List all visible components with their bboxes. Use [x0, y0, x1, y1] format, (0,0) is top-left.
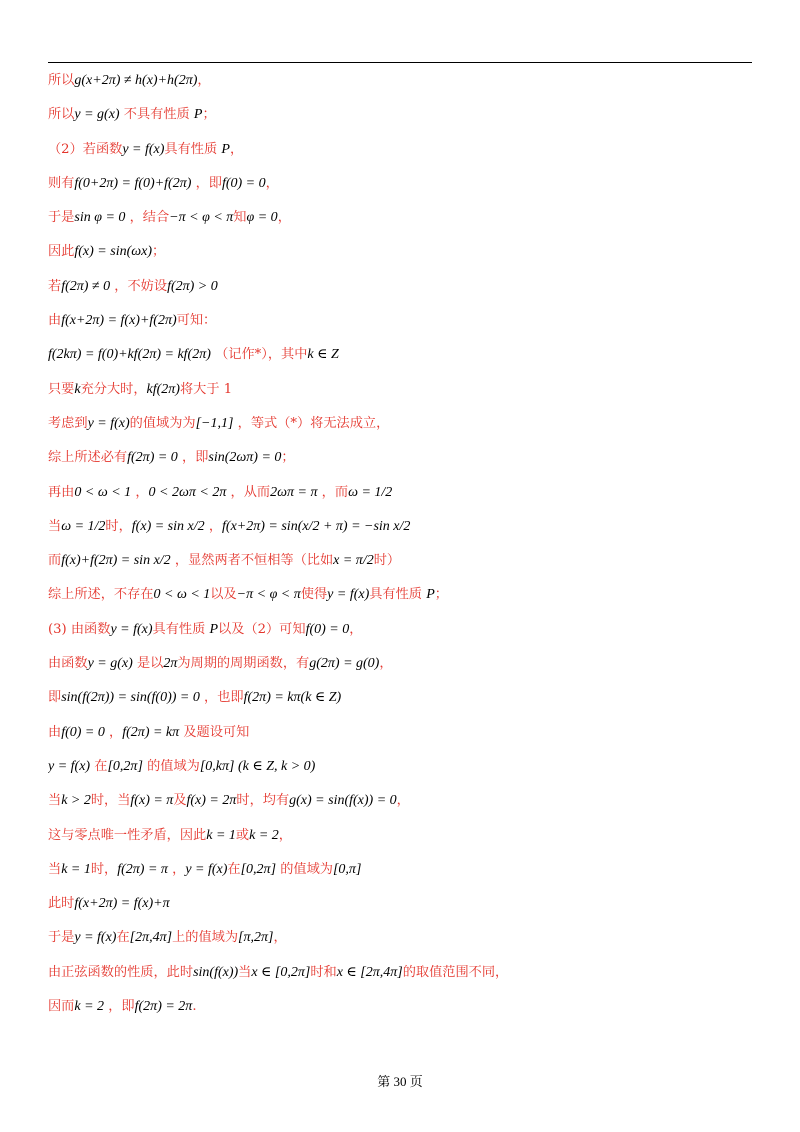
- math-expression: f(x+2π) = f(x)+π: [74, 896, 170, 912]
- explanation-text: (3) 由函数: [48, 621, 111, 637]
- math-expression: −π < φ < π: [236, 587, 301, 603]
- math-expression: 0 < ω < 1: [153, 587, 211, 603]
- explanation-text: 在: [227, 861, 241, 877]
- math-expression: y = f(x): [327, 587, 370, 603]
- explanation-text: 综上所述必有: [48, 450, 128, 466]
- math-expression: φ = 0: [246, 210, 278, 226]
- math-expression: ω = 1/2: [61, 518, 106, 534]
- math-expression: sin(f(x)): [193, 964, 239, 980]
- solution-line: [48, 441, 752, 475]
- explanation-text: 知: [233, 210, 247, 226]
- math-expression: g(x+2π) ≠ h(x)+h(2π): [74, 73, 198, 88]
- explanation-text: ，: [131, 484, 149, 500]
- explanation-text: 由: [48, 313, 62, 329]
- explanation-text: 当: [238, 964, 252, 980]
- explanation-text: 综上所述，不存在: [48, 587, 154, 603]
- math-expression: f(0) = 0: [305, 621, 350, 637]
- explanation-text: 时，均有: [236, 793, 290, 809]
- explanation-text: 的值域为: [142, 758, 200, 774]
- explanation-text: ，: [204, 518, 223, 534]
- math-expression: y = f(x): [87, 415, 130, 431]
- solution-line: [48, 716, 752, 750]
- math-expression: P: [193, 107, 203, 123]
- explanation-text: 当: [48, 518, 62, 534]
- solution-line: [48, 887, 752, 921]
- math-expression: g(x) = sin(f(x)) = 0: [289, 793, 397, 809]
- math-expression: f(2π) = kπ(k ∈ Z): [243, 690, 342, 706]
- math-expression: y = g(x): [87, 656, 133, 672]
- math-expression: f(2π) = kπ: [122, 724, 180, 740]
- math-expression: [π,2π]: [238, 930, 274, 946]
- explanation-text: 此时: [48, 896, 75, 912]
- solution-line: [48, 750, 752, 784]
- explanation-text: ；: [202, 107, 216, 123]
- explanation-text: 而: [48, 553, 62, 569]
- explanation-text: .: [192, 999, 197, 1015]
- math-expression: k: [74, 381, 81, 397]
- explanation-text: 时，: [105, 518, 132, 534]
- explanation-text: 因此: [48, 244, 75, 260]
- math-expression: 0 < 2ωπ < 2π: [148, 484, 227, 500]
- explanation-text: 为周期的周期函数，有: [177, 656, 310, 672]
- math-expression: f(2π) = 2π: [134, 999, 193, 1015]
- math-expression: f(2kπ) = f(0)+kf(2π) = kf(2π): [48, 347, 211, 363]
- explanation-text: 所以: [48, 107, 75, 123]
- math-expression: y = f(x): [110, 621, 153, 637]
- math-expression: f(0) = 0: [61, 724, 105, 740]
- math-expression: f(x)+f(2π) = sin x/2: [61, 553, 171, 569]
- math-expression: f(x) = π: [130, 793, 174, 809]
- solution-line: [48, 167, 752, 201]
- explanation-text: ，: [349, 621, 363, 637]
- explanation-text: （2）若函数: [48, 141, 123, 157]
- explanation-text: ，: [396, 793, 410, 809]
- explanation-text: ；: [281, 450, 295, 466]
- math-expression: f(0+2π) = f(0)+f(2π): [74, 175, 192, 191]
- math-expression: f(x) = sin x/2: [131, 518, 205, 534]
- solution-line: [48, 64, 752, 98]
- math-expression: f(2π) = π: [117, 861, 168, 877]
- solution-line: [48, 647, 752, 681]
- math-expression: −π < φ < π: [169, 210, 234, 226]
- explanation-text: ，: [379, 656, 393, 672]
- explanation-text: ，: [265, 175, 279, 191]
- solution-line: [48, 235, 752, 269]
- explanation-text: ，: [229, 141, 244, 157]
- math-expression: P: [209, 621, 219, 637]
- explanation-text: 可知：: [176, 313, 217, 329]
- solution-line: [48, 613, 752, 647]
- math-expression: k = 2: [74, 999, 105, 1015]
- math-expression: x ∈ [2π,4π]: [336, 964, 403, 980]
- explanation-text: ，等式（*）将无法成立，: [233, 415, 390, 431]
- explanation-text: 将大于 1: [179, 381, 233, 397]
- math-expression: y = g(x): [74, 107, 120, 123]
- explanation-text: ，不妨设: [110, 278, 168, 294]
- page-number: 第 30 页: [377, 1074, 423, 1089]
- math-expression: sin φ = 0: [74, 210, 126, 226]
- solution-line: [48, 407, 752, 441]
- explanation-text: ，: [273, 930, 287, 946]
- explanation-text: 由正弦函数的性质，此时: [48, 964, 194, 980]
- explanation-text: 的值域为为: [129, 415, 196, 431]
- explanation-text: 的值域为: [276, 861, 333, 877]
- explanation-text: 时和: [310, 964, 337, 980]
- math-expression: f(x) = 2π: [186, 793, 237, 809]
- explanation-text: 当: [48, 793, 62, 809]
- explanation-text: 在: [90, 758, 108, 774]
- explanation-text: 在: [116, 930, 130, 946]
- explanation-text: ，: [197, 73, 211, 88]
- math-expression: 2π: [163, 656, 178, 672]
- solution-line: [48, 338, 752, 372]
- math-expression: k > 2: [61, 793, 91, 809]
- math-expression: [−1,1]: [195, 415, 234, 431]
- math-expression: k = 1: [206, 827, 236, 843]
- explanation-text: ；: [434, 587, 448, 603]
- solution-line: [48, 270, 752, 304]
- math-expression: f(0) = 0: [221, 175, 266, 191]
- explanation-text: ，即: [177, 450, 209, 466]
- solution-line: [48, 681, 752, 715]
- explanation-text: ，: [167, 861, 186, 877]
- explanation-text: 具有性质: [164, 141, 222, 157]
- explanation-text: 具有性质: [152, 621, 210, 637]
- math-expression: f(x) = sin(ωx): [74, 244, 153, 260]
- explanation-text: 及: [173, 793, 187, 809]
- explanation-text: ，也即: [199, 690, 244, 706]
- explanation-text: ，: [277, 210, 291, 226]
- explanation-text: 的取值范围不同，: [402, 964, 509, 980]
- math-expression: f(2π) ≠ 0: [61, 278, 111, 294]
- explanation-text: 以及（2）可知: [218, 621, 306, 637]
- explanation-text: 是以: [132, 656, 164, 672]
- math-expression: y = f(x): [48, 758, 91, 774]
- explanation-text: ；: [152, 244, 166, 260]
- math-expression: P: [426, 587, 435, 603]
- math-expression: 2ωπ = π: [270, 484, 318, 500]
- explanation-text: 因而: [48, 999, 75, 1015]
- explanation-text: 以及: [210, 587, 237, 603]
- explanation-text: 充分大时，: [80, 381, 147, 397]
- solution-line: [48, 544, 752, 578]
- explanation-text: 或: [235, 827, 250, 843]
- math-expression: ω = 1/2: [348, 484, 393, 500]
- explanation-text: 不具有性质: [119, 107, 194, 123]
- math-expression: x = π/2: [333, 553, 374, 569]
- explanation-text: 时，: [90, 861, 118, 877]
- explanation-text: 考虑到: [48, 415, 88, 431]
- math-expression: k = 1: [61, 861, 91, 877]
- math-expression: P: [221, 141, 230, 157]
- solution-line: [48, 921, 752, 955]
- solution-line: [48, 853, 752, 887]
- math-expression: sin(f(2π)) = sin(f(0)) = 0: [61, 690, 200, 706]
- explanation-text: 使得: [300, 587, 328, 603]
- solution-line: [48, 201, 752, 235]
- explanation-text: ，即: [191, 175, 222, 191]
- solution-line: [48, 578, 752, 612]
- solution-line: [48, 133, 752, 167]
- math-expression: y = f(x): [185, 861, 228, 877]
- math-expression: [0,kπ] (k ∈ Z, k > 0): [199, 758, 316, 774]
- math-expression: f(2π) > 0: [167, 278, 218, 294]
- explanation-text: ，结合: [125, 210, 170, 226]
- explanation-text: ，: [104, 724, 123, 740]
- math-expression: y = f(x): [74, 930, 117, 946]
- explanation-text: 时）: [373, 553, 401, 569]
- explanation-text: 若: [48, 278, 62, 294]
- math-expression: x ∈ [0,2π]: [251, 964, 311, 980]
- explanation-text: 只要: [48, 381, 75, 397]
- explanation-text: 则有: [48, 175, 75, 191]
- math-expression: kf(2π): [146, 381, 180, 397]
- explanation-text: ，显然两者不恒相等（比如: [170, 553, 334, 569]
- explanation-text: ，从而: [226, 484, 271, 500]
- explanation-text: 上的值域为: [172, 930, 239, 946]
- solution-line: [48, 98, 752, 132]
- solution-line: [48, 990, 752, 1024]
- explanation-text: ，而: [317, 484, 349, 500]
- solution-line: [48, 476, 752, 510]
- math-expression: k = 2: [249, 827, 279, 843]
- explanation-text: ，即: [104, 999, 135, 1015]
- explanation-text: ，: [278, 827, 292, 843]
- math-expression: [0,2π]: [107, 758, 143, 774]
- solution-text: [48, 64, 752, 1024]
- math-expression: g(2π) = g(0): [309, 656, 380, 672]
- math-expression: k ∈ Z: [307, 347, 339, 363]
- solution-line: [48, 510, 752, 544]
- math-expression: [2π,4π]: [129, 930, 173, 946]
- explanation-text: 于是: [48, 210, 75, 226]
- math-expression: f(2π) = 0: [127, 450, 178, 466]
- explanation-text: （记作*），其中: [210, 347, 308, 363]
- math-expression: sin(2ωπ) = 0: [208, 450, 282, 466]
- solution-line: [48, 956, 752, 990]
- header-rule: [48, 62, 752, 63]
- math-expression: f(x+2π) = f(x)+f(2π): [61, 313, 177, 329]
- explanation-text: 这与零点唯一性矛盾，因此: [48, 827, 207, 843]
- explanation-text: 具有性质: [369, 587, 427, 603]
- math-expression: y = f(x): [122, 141, 165, 157]
- explanation-text: 由: [48, 724, 62, 740]
- math-expression: f(x+2π) = sin(x/2 + π) = −sin x/2: [222, 518, 411, 534]
- explanation-text: 及题设可知: [179, 724, 250, 740]
- explanation-text: 即: [48, 690, 62, 706]
- explanation-text: 于是: [48, 930, 75, 946]
- solution-line: [48, 373, 752, 407]
- math-expression: [0,2π]: [240, 861, 277, 877]
- solution-line: [48, 784, 752, 818]
- explanation-text: 当: [48, 861, 62, 877]
- math-expression: [0,π]: [332, 861, 362, 877]
- solution-line: [48, 819, 752, 853]
- explanation-text: 再由: [48, 484, 75, 500]
- solution-line: [48, 304, 752, 338]
- explanation-text: 由函数: [48, 656, 88, 672]
- explanation-text: 所以: [48, 73, 75, 88]
- explanation-text: 时，当: [90, 793, 131, 809]
- math-expression: 0 < ω < 1: [74, 484, 132, 500]
